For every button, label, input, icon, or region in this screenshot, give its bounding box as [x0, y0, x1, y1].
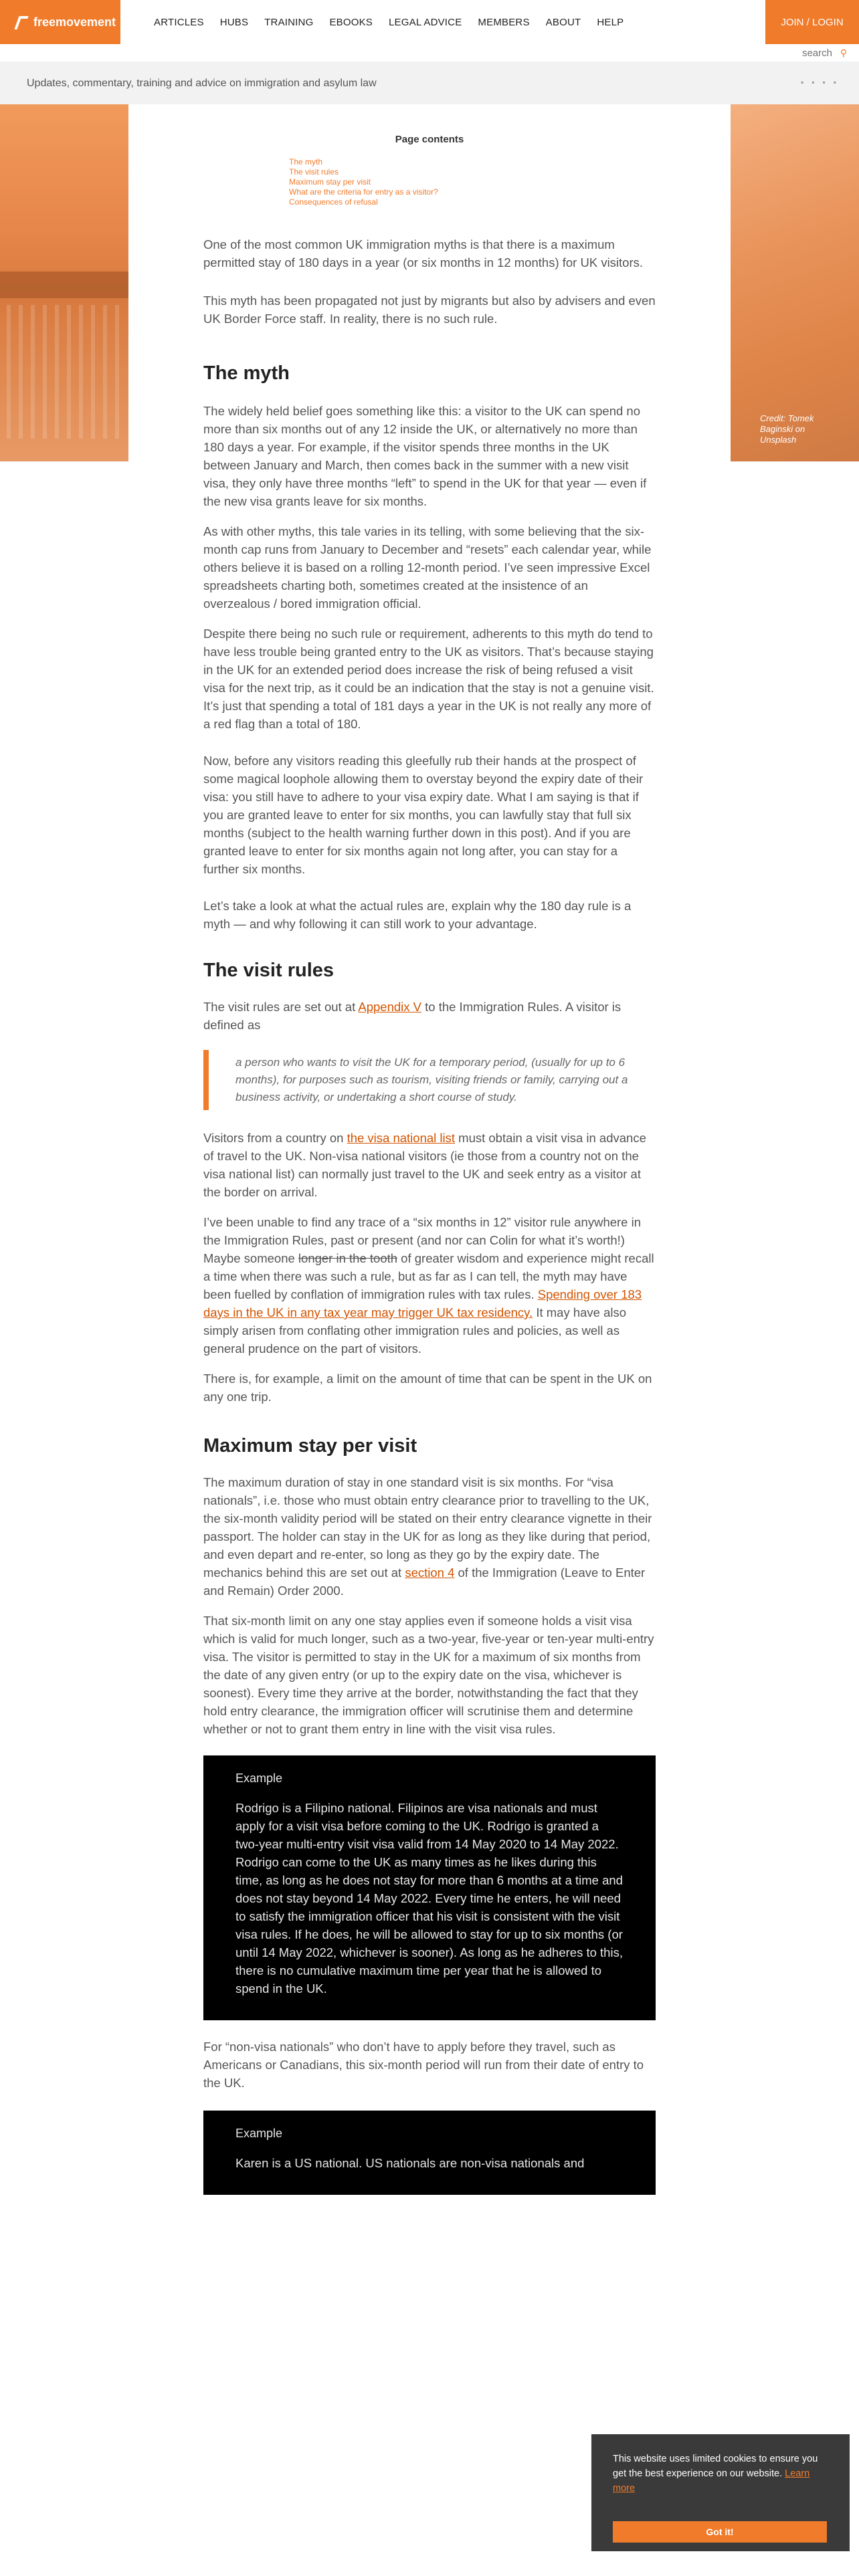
intro-paragraph-1: One of the most common UK immigration myths is that there is a maximum permitted stay of 180 days in a year (or six months in 12 months) for UK visitors. — [203, 237, 644, 270]
toc-item-criteria[interactable]: What are the criteria for entry as a visitor? — [289, 187, 438, 197]
struck-text: longer in the tooth — [298, 1251, 398, 1265]
tax-residency-link[interactable]: Spending over 183 days in the UK in any tax year may trigger UK tax residency. — [203, 1287, 642, 1319]
max-stay-paragraph-2: That six-month limit on any one stay applies even if someone holds a visit visa which is valid for much longer, such as a two-year, five-year or ten-year multi-entry visa. The visitor is permitted to stay in the UK for a maximum of six months from the date of any given entry (or up to the expiry date on the visa, whichever is soonest). Every time they arrive at the border, notwithstanding the fact that they hold entry clearance, the immigration officer will scrutinise them and determine whether or not to grant them entry in line with the visit visa rules. — [203, 1614, 654, 1736]
page-contents — [282, 134, 577, 207]
facebook-icon[interactable]: ▪ — [800, 78, 804, 87]
nav-item-members[interactable]: MEMBERS — [478, 16, 530, 28]
main-nav — [154, 0, 624, 44]
toc-title: Page contents — [395, 134, 464, 145]
toc-item-visit-rules[interactable]: The visit rules — [289, 167, 339, 177]
text-segment: The maximum duration of stay in one standard visit is six months. For “visa nationals”, i.e. those who must obtain entry clearance prior to travelling to the UK, the six-month validity period will be stated on their entry clearance vignette in their passport. The holder can stay in the UK for as long as they like during that period, and even depart and re-enter, so long as they go by the expiry date. The mechanics behind this are set out at — [203, 1475, 652, 1580]
visit-rules-paragraph-2 — [203, 1129, 656, 1201]
toc-item-consequences[interactable]: Consequences of refusal — [289, 197, 378, 207]
example-title: Example — [235, 2127, 283, 2140]
visa-national-list-link[interactable]: the visa national list — [347, 1131, 456, 1145]
tagline-strip — [0, 62, 859, 104]
cookie-text: This website uses limited cookies to ensure you get the best experience on our website. — [613, 2454, 818, 2479]
myth-paragraph-3: Despite there being no such rule or requirement, adherents to this myth do tend to have less trouble being granted entry to the UK as visitors. That’s because staying in the UK for an extended period does increase the risk of being refused a visit visa for the next trip, as it could be an indication that the stay is not a genuine visit. It’s just that spending a total of 181 days a year in the UK is not really any more of a red flag than a total of 180. — [203, 627, 654, 731]
myth-paragraph-4: Now, before any visitors reading this gleefully rub their hands at the prospect of some magical loophole allowing them to overstay beyond the expiry date of their visa: you still have to adhere to your visa expiry date. What I am saying is that if you are granted leave to enter for six months, you can lawfully stay that full six months (subject to the health warning further down in this post). And if you are granted leave to enter for six months again not long after, you can stay for a further six months. — [203, 754, 644, 876]
nav-item-articles[interactable]: ARTICLES — [154, 16, 204, 28]
visitor-definition-quote: a person who wants to visit the UK for a temporary period, (usually for up to 6 months), for purposes such as tourism, visiting friends or family, carrying out a business activity, or undertaking a short course of study. — [203, 1050, 656, 1110]
email-icon[interactable]: ▪ — [833, 78, 836, 87]
text-segment: of the Immigration (Leave to Enter and Remain) Order 2000. — [203, 1566, 646, 1598]
site-tagline: Updates, commentary, training and advice on immigration and asylum law — [27, 78, 377, 89]
visit-rules-paragraph-3 — [203, 1213, 656, 1358]
linkedin-icon[interactable]: ▪ — [822, 78, 826, 87]
nav-item-hubs[interactable]: HUBS — [219, 16, 249, 28]
cookie-learn-more-link[interactable]: Learn more — [613, 2468, 810, 2494]
example-box-rodrigo — [203, 1755, 656, 2020]
nav-item-legal-advice[interactable]: LEGAL ADVICE — [389, 16, 462, 28]
example-box-karen — [203, 2111, 656, 2195]
appendix-v-link[interactable]: Appendix V — [358, 1000, 421, 1014]
join-login-button[interactable]: JOIN / LOGIN — [765, 0, 859, 44]
text-segment: Visitors from a country on — [203, 1131, 347, 1145]
toc-item-maximum-stay[interactable]: Maximum stay per visit — [289, 177, 371, 187]
nav-item-ebooks[interactable]: EBOOKS — [329, 16, 373, 28]
text-segment: to the Immigration Rules. A visitor is defined as — [203, 1000, 622, 1032]
cookie-accept-button[interactable]: Got it! — [613, 2521, 827, 2543]
hero-image-left — [0, 104, 128, 461]
max-stay-paragraph-3: For “non-visa nationals” who don’t have to apply before they travel, such as Americans or Canadians, this six-month period will run from their date of entry to the UK. — [203, 2040, 644, 2090]
myth-paragraph-1: The widely held belief goes something like this: a visitor to the UK can spend no more than six months out of any 12 inside the UK, or alternatively no more than 180 days a year. For example, if the visitor spends three months in the UK between January and March, then comes back in the summer with a new visit visa, they only have three months “left” to spend in the UK for that year — even if the new visa grants leave for six months. — [203, 404, 647, 508]
heading-visit-rules: The visit rules — [203, 960, 335, 981]
image-credit: Credit: Tomek Baginski on Unsplash — [760, 413, 814, 445]
search-input[interactable] — [652, 45, 832, 60]
search-icon[interactable]: ⚲ — [840, 47, 848, 58]
twitter-icon[interactable]: ▪ — [812, 78, 815, 87]
visit-rules-paragraph-4: There is, for example, a limit on the amount of time that can be spent in the UK on any one trip. — [203, 1372, 652, 1404]
search-bar — [632, 44, 859, 62]
social-links — [801, 78, 836, 87]
text-segment: I’ve been unable to find any trace of a “six months in 12” visitor rule anywhere in the Immigration Rules, past or present (and nor can Colin for what it’s worth!) Maybe someone — [203, 1215, 642, 1265]
max-stay-paragraph-1 — [203, 1473, 656, 1600]
toc-item-myth[interactable]: The myth — [289, 157, 323, 167]
article-body — [203, 134, 656, 2195]
heading-the-myth: The myth — [203, 362, 290, 384]
text-segment: It may have also simply arisen from conflating other immigration rules and policies, as well as general prudence on the part of visitors. — [203, 1305, 627, 1356]
hero-image-right — [731, 104, 859, 461]
text-segment: must obtain a visit visa in advance of travel to the UK. Non-visa national visitors (ie those from a country not on the visa national list) can normally just travel to the UK and seek entry as a visitor at the border on arrival. — [203, 1131, 646, 1199]
text-segment: The visit rules are set out at — [203, 1000, 359, 1014]
logo-text: freemovement — [33, 15, 116, 29]
myth-paragraph-5: Let’s take a look at what the actual rules are, explain why the 180 day rule is a myth — and why following it can still work to your advantage. — [203, 899, 632, 931]
heading-maximum-stay: Maximum stay per visit — [203, 1435, 417, 1457]
example-body: Rodrigo is a Filipino national. Filipinos are visa nationals and must apply for a visit visa before coming to the UK. Rodrigo is granted a two-year multi-entry visit visa valid from 14 May 2020 to 14 May 2022. Rodrigo can come to the UK as many times as he likes during this time, as long as he does not stay for more than 6 months at a time and does not stay beyond 14 May 2022. Every time he enters, he will need to satisfy the immigration officer that his visit is consistent with the visit visa rules. If he does, he will be allowed to stay for up to six months (or until 14 May 2022, whichever is sooner). As long as he adheres to this, there is no cumulative maximum time per year that he is allowed to spend in the UK. — [235, 1801, 623, 1996]
nav-item-training[interactable]: TRAINING — [264, 16, 314, 28]
nav-item-about[interactable]: ABOUT — [545, 16, 581, 28]
example-title: Example — [235, 1772, 283, 1785]
intro-paragraph-2: This myth has been propagated not just by migrants but also by advisers and even UK Border Force staff. In reality, there is no such rule. — [203, 294, 656, 326]
section-4-link[interactable]: section 4 — [405, 1566, 455, 1580]
top-navigation — [0, 0, 859, 44]
logo-mark-icon — [15, 15, 29, 29]
text-segment: of greater wisdom and experience might recall a time when there was such a rule, but as far as I can tell, the myth may have been fuelled by conflation of immigration rules with tax rules. — [203, 1251, 654, 1301]
visit-rules-paragraph-1 — [203, 998, 656, 1034]
nav-item-help[interactable]: HELP — [597, 16, 624, 28]
site-logo[interactable] — [0, 0, 120, 44]
cookie-banner — [591, 2434, 850, 2551]
example-body: Karen is a US national. US nationals are non-visa nationals and — [235, 2156, 585, 2170]
myth-paragraph-2: As with other myths, this tale varies in its telling, with some believing that the six-month cap runs from January to December and “resets” each calendar year, while others believe it is based on a rolling 12-month period. I’ve seen impressive Excel spreadsheets charting both, sometimes created at the insistence of an overzealous / bored immigration official. — [203, 524, 652, 611]
